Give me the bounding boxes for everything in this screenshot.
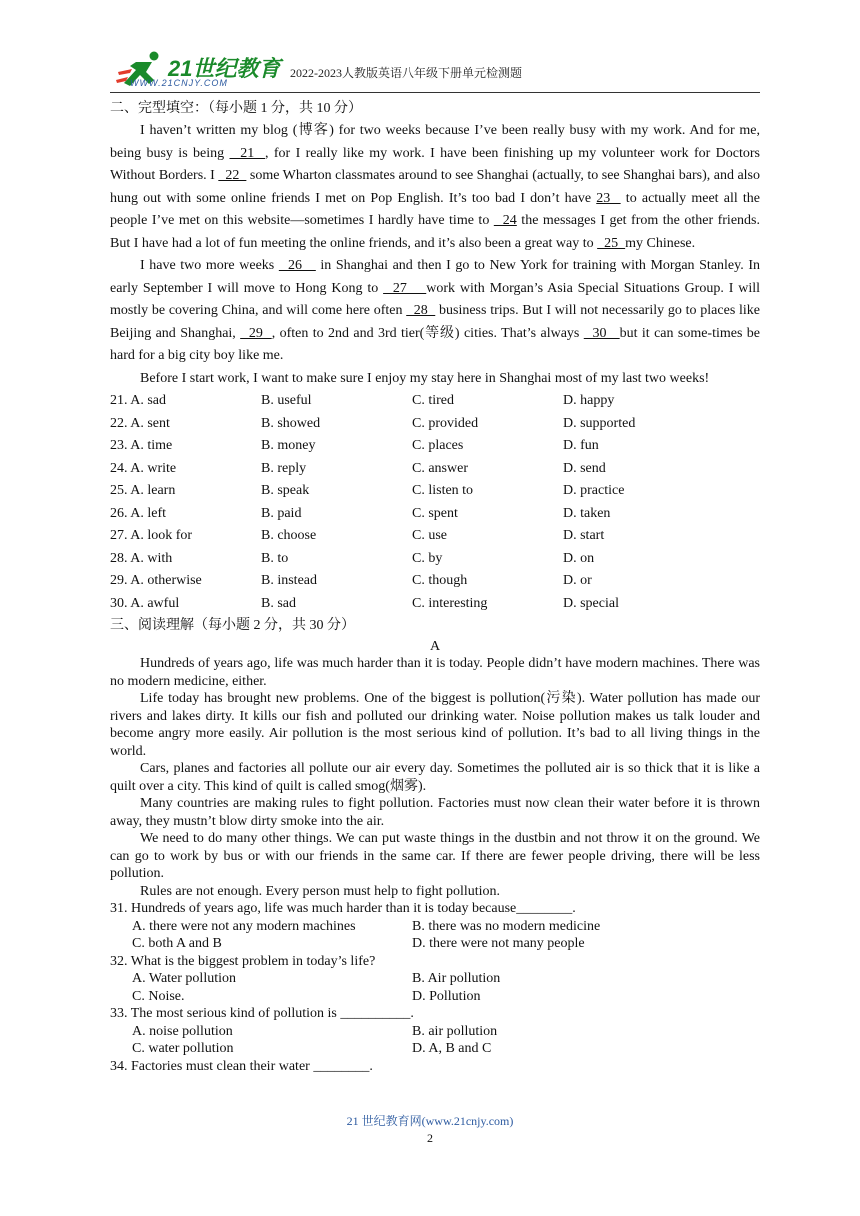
passage-paragraph: Cars, planes and factories all pollute our air every day. Sometimes the polluted air is so thick that it is like a quilt over a city. This kind of quilt is called smog(烟雾). — [110, 761, 760, 794]
passage-paragraph: Hundreds of years ago, life was much harder than it is today. People didn’t have modern machines. There was no modern medicine, either. — [110, 656, 760, 689]
option: C. though — [412, 573, 468, 589]
cloze-blank-25: 25 — [597, 235, 626, 251]
option: 27. A. look for — [110, 528, 193, 544]
question-33-options — [110, 1023, 760, 1058]
footer-site-link[interactable]: 21 世纪教育网(www.21cnjy.com) — [346, 1114, 514, 1128]
cloze-blank-30: 30 — [583, 325, 620, 341]
logo-text: 21世纪教育 — [168, 56, 281, 81]
option: D. there were not many people — [412, 936, 585, 952]
option: D. practice — [563, 483, 625, 499]
cloze-text: some Wharton classmates around to see Shanghai (actually, to see Shanghai bars), and also hung out with some online friends I met on Pop English. It’s too bad I don’t have — [110, 168, 761, 206]
cloze-blank-21: 21 — [229, 145, 265, 161]
passage-paragraph: We need to do many other things. We can put waste things in the dustbin and not throw it on the ground. We can go to work by bus or with our friends in the same car. If there are fewer people driving, there will be less pollution. — [110, 831, 760, 882]
option: B. showed — [261, 415, 321, 431]
cloze-blank-27: 27 — [383, 280, 427, 296]
question-32: 32. What is the biggest problem in today’s life? — [110, 953, 376, 969]
option: D. special — [563, 595, 619, 611]
option: D. start — [563, 528, 605, 544]
option: A. Water pollution — [132, 971, 236, 987]
cloze-blank-24: 24 — [493, 213, 517, 229]
cloze-text: the messages I get from the other friends. But I have had a lot of fun meeting the online friends, and it’s also been a great way to — [110, 213, 760, 251]
option: C. listen to — [412, 483, 474, 499]
question-33: 33. The most serious kind of pollution is __________. — [110, 1006, 414, 1022]
option: B. to — [261, 550, 289, 566]
cloze-text: my Chinese. — [625, 235, 696, 251]
option: B. instead — [261, 573, 317, 589]
section-title-cloze: 二、完型填空：（每小题 1 分，共 10 分） — [110, 101, 362, 116]
cloze-paragraph-3: Before I start work, I want to make sure I enjoy my stay here in Shanghai most of my last two weeks! — [140, 370, 710, 386]
option: B. sad — [261, 595, 296, 611]
option: B. reply — [261, 460, 307, 476]
logo — [116, 48, 286, 94]
option: 30. A. awful — [110, 595, 180, 611]
option: D. happy — [563, 393, 615, 409]
option: B. speak — [261, 483, 310, 499]
option: 26. A. left — [110, 505, 166, 521]
cloze-text: but it can some-times be hard for a big city boy like me. — [110, 325, 761, 364]
cloze-options-grid — [110, 390, 760, 615]
cloze-text: in Shanghai and then I go to New York for training with Morgan Stanley. In early September I will move to Hong Kong to — [110, 258, 760, 296]
option: A. noise pollution — [132, 1023, 233, 1039]
cloze-paragraph-2 — [110, 255, 760, 368]
option: 25. A. learn — [110, 483, 176, 499]
cloze-blank-23: 23 — [596, 190, 621, 206]
cloze-paragraph-1 — [110, 120, 760, 255]
option: 28. A. with — [110, 550, 173, 566]
option: C. tired — [412, 393, 454, 409]
option: C. water pollution — [132, 1041, 234, 1057]
option: B. choose — [261, 528, 317, 544]
question-32-options — [110, 970, 760, 1005]
option: B. Air pollution — [412, 971, 501, 987]
cloze-text: I have two more weeks — [140, 258, 279, 274]
option: D. supported — [563, 415, 636, 431]
option: D. Pollution — [412, 988, 481, 1004]
option: C. answer — [412, 460, 468, 476]
cloze-blank-29: 29 — [240, 325, 272, 341]
option: B. paid — [261, 505, 302, 521]
question-34: 34. Factories must clean their water ________. — [110, 1058, 373, 1074]
option: 29. A. otherwise — [110, 573, 202, 589]
option: D. fun — [563, 438, 599, 454]
option: D. or — [563, 573, 592, 589]
option: C. use — [412, 528, 447, 544]
cloze-text: work with Morgan’s Asia Special Situations Group. I will mostly be covering China, and will come here often — [110, 280, 760, 319]
option: D. taken — [563, 505, 611, 521]
cloze-text: , for I really like my work. I have been finishing up my volunteer work for Doctors Without Borders. I — [110, 145, 760, 184]
option: C. provided — [412, 415, 479, 431]
logo-url: WWW.21CNJY.COM — [130, 78, 228, 88]
option: C. by — [412, 550, 443, 566]
question-31-options — [110, 918, 760, 953]
cloze-text: to actually meet all the people I’ve met on this website—sometimes I hardly have time to — [110, 190, 760, 229]
option: C. places — [412, 438, 464, 454]
passage-paragraph: Rules are not enough. Every person must help to fight pollution. — [140, 883, 501, 899]
option: D. A, B and C — [412, 1041, 492, 1057]
option: 23. A. time — [110, 438, 173, 454]
page-header — [110, 48, 760, 98]
document-body — [110, 98, 760, 1075]
option: D. on — [563, 550, 595, 566]
cloze-blank-28: 28 — [406, 303, 436, 319]
option: B. air pollution — [412, 1023, 498, 1039]
passage-label: A — [429, 638, 441, 654]
option: C. spent — [412, 505, 458, 521]
option: C. both A and B — [132, 936, 222, 952]
option: B. money — [261, 438, 316, 454]
passage-paragraph: Life today has brought new problems. One of the biggest is pollution(污染). Water pollution has made our rivers and lakes dirty. It kills our fish and polluted our drinking water. Noise pollution makes us talk louder and become angry more easily. Air pollution is the most serious kind of pollution. It’s bad to all living things in the world. — [110, 691, 760, 759]
cloze-text: I haven’t written my blog (博客) for two weeks because I’ve been really busy with my work. And for me, being busy is being — [110, 123, 760, 161]
option: C. Noise. — [132, 988, 185, 1004]
section-title-reading: 三、阅读理解（每小题 2 分，共 30 分） — [110, 618, 355, 634]
option: A. there were not any modern machines — [132, 918, 356, 934]
cloze-blank-22: 22 — [218, 168, 247, 184]
header-divider — [110, 92, 760, 93]
option: 22. A. sent — [110, 415, 170, 431]
option: B. useful — [261, 393, 312, 409]
page-number: 2 — [427, 1131, 433, 1145]
option: B. there was no modern medicine — [412, 918, 601, 934]
header-title: 2022-2023人教版英语八年级下册单元检测题 — [290, 66, 522, 80]
option: 24. A. write — [110, 460, 177, 476]
cloze-blank-26: 26 — [278, 258, 316, 274]
option: 21. A. sad — [110, 393, 166, 409]
page-footer — [0, 1112, 860, 1146]
option: C. interesting — [412, 595, 488, 611]
passage-paragraph: Many countries are making rules to fight pollution. Factories must now clean their water before it is thrown away, they mustn’t blow dirty smoke into the air. — [110, 796, 760, 829]
cloze-text: , often to 2nd and 3rd tier(等级) cities. That’s always — [271, 325, 584, 341]
cloze-text: business trips. But I will not necessarily go to places like Beijing and Shanghai, — [110, 303, 761, 341]
option: D. send — [563, 460, 606, 476]
question-31: 31. Hundreds of years ago, life was much harder than it is today because________. — [110, 901, 576, 917]
